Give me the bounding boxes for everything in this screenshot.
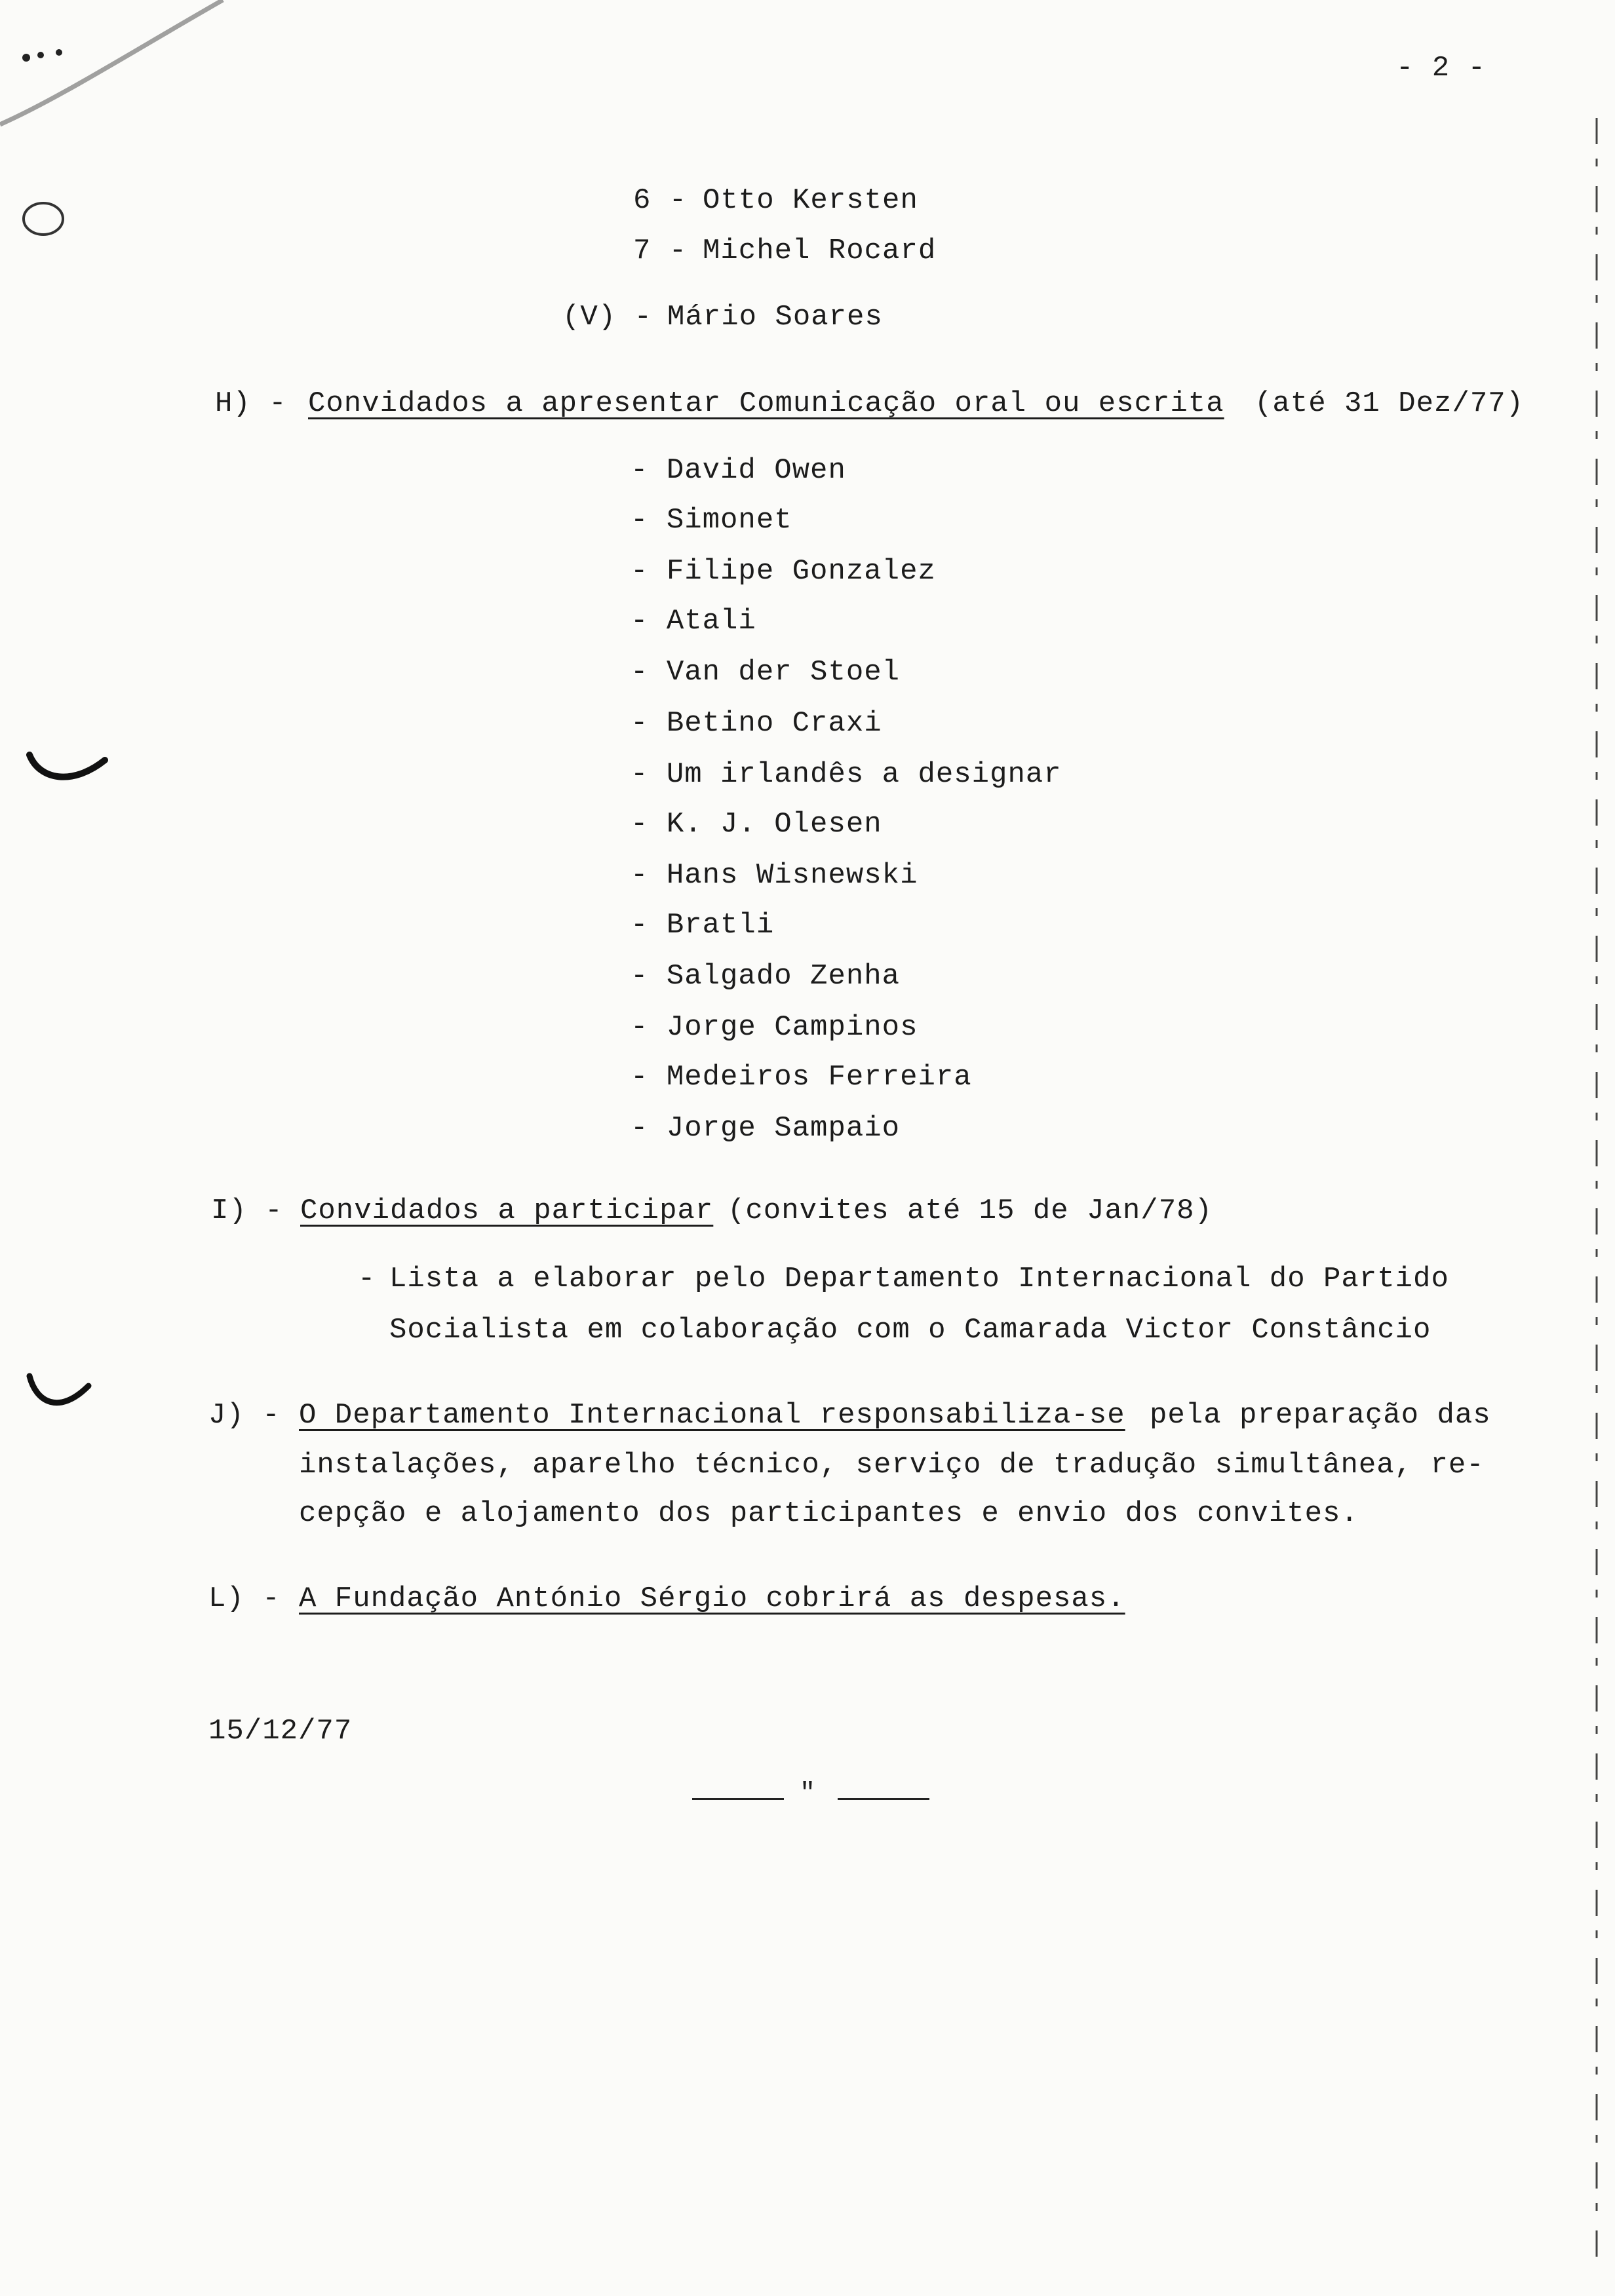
section-i-deadline: (convites até 15 de Jan/78) xyxy=(728,1195,1213,1227)
section-i-line-1: Lista a elaborar pelo Departamento Internacional do Partido xyxy=(389,1263,1449,1295)
signatory-v-name: Mário Soares xyxy=(667,301,883,334)
section-h-deadline: (até 31 Dez/77) xyxy=(1255,387,1525,420)
checkmark-icon xyxy=(26,747,111,793)
list-item: - Simonet xyxy=(631,504,792,537)
page-edge-shadow xyxy=(1593,118,1602,2261)
end-mark-quote: " xyxy=(800,1779,817,1808)
checkmark-icon xyxy=(26,1369,98,1422)
section-l-label: L) - xyxy=(208,1582,281,1615)
document-date: 15/12/77 xyxy=(208,1715,353,1748)
section-i-line-2: Socialista em colaboração com o Camarada Victor Constâncio xyxy=(389,1314,1431,1347)
section-i-title: Convidados a participar xyxy=(300,1195,714,1227)
list-item: - Betino Craxi xyxy=(631,707,882,740)
list-item: - K. J. Olesen xyxy=(631,808,882,841)
list-item: - Jorge Sampaio xyxy=(631,1112,901,1145)
list-item: - Hans Wisnewski xyxy=(631,859,918,892)
signatory-v-number: (V) - xyxy=(562,301,653,334)
section-h-title: Convidados a apresentar Comunicação oral ou escrita xyxy=(308,387,1224,420)
list-item: - Bratli xyxy=(631,909,775,942)
divider xyxy=(838,1798,929,1800)
section-h-label: H) - xyxy=(215,387,287,420)
corner-scan-smudge xyxy=(0,0,236,144)
list-item: - Atali xyxy=(631,605,756,638)
list-item: - Jorge Campinos xyxy=(631,1011,918,1044)
divider xyxy=(692,1798,784,1800)
signatory-6-number: 6 - xyxy=(633,184,688,217)
list-item: - Filipe Gonzalez xyxy=(631,555,936,588)
signatory-6-name: Otto Kersten xyxy=(703,184,918,217)
signatory-7-number: 7 - xyxy=(633,235,688,267)
list-item: - Medeiros Ferreira xyxy=(631,1061,972,1094)
end-mark xyxy=(692,1779,928,1808)
section-j-label: J) - xyxy=(208,1399,281,1432)
section-l-title: A Fundação António Sérgio cobrirá as despesas. xyxy=(299,1582,1125,1615)
section-j-line-1-rest: pela preparação das xyxy=(1150,1399,1491,1432)
section-j-title: O Departamento Internacional responsabiliza-se xyxy=(299,1399,1125,1432)
section-j-line-2: instalações, aparelho técnico, serviço de tradução simultânea, re- xyxy=(299,1449,1485,1482)
punch-hole-icon xyxy=(18,197,71,242)
page-number: - 2 - xyxy=(1396,52,1487,85)
signatory-7-name: Michel Rocard xyxy=(703,235,937,267)
list-item: - David Owen xyxy=(631,454,846,487)
section-i-bullet: - xyxy=(358,1263,376,1295)
section-j-line-3: cepção e alojamento dos participantes e envio dos convites. xyxy=(299,1497,1359,1530)
list-item: - Van der Stoel xyxy=(631,656,901,689)
list-item: - Salgado Zenha xyxy=(631,960,901,993)
section-i-label: I) - xyxy=(211,1195,283,1227)
list-item: - Um irlandês a designar xyxy=(631,758,1062,791)
